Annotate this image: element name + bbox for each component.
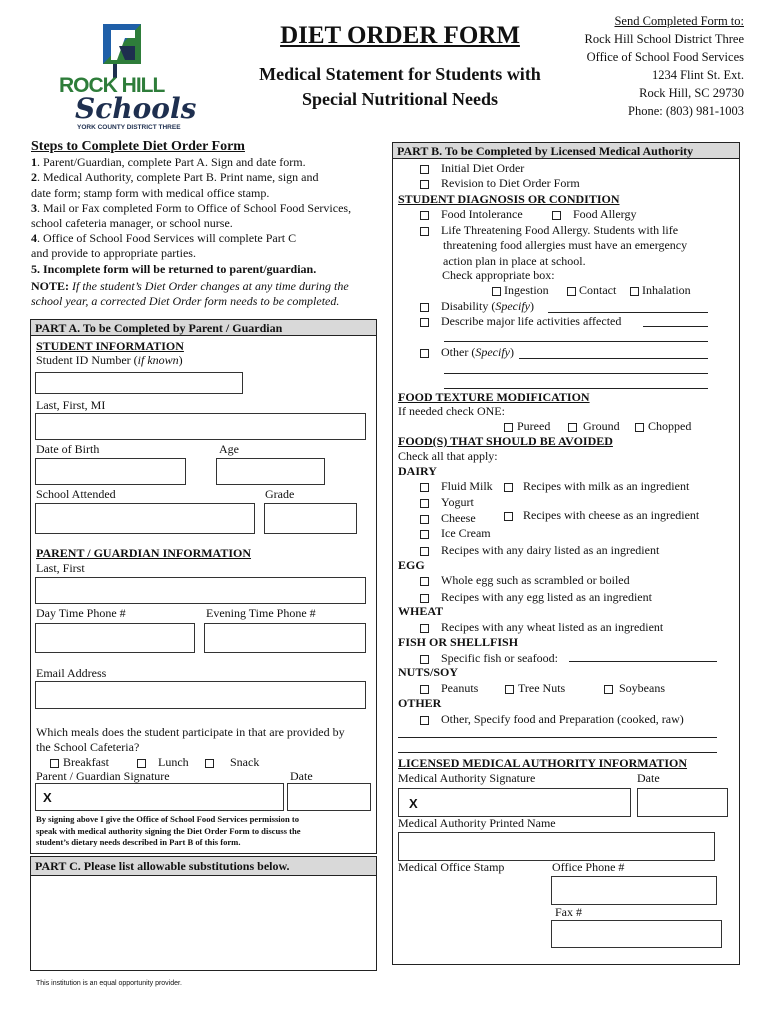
- meal-lunch[interactable]: Lunch: [137, 755, 189, 770]
- avoid-recipes-egg[interactable]: Recipes with any egg listed as an ingredient: [420, 590, 652, 605]
- office-stamp-area[interactable]: [398, 876, 543, 956]
- parent-date-label: Date: [290, 769, 313, 783]
- egg-heading: EGG: [398, 558, 425, 572]
- fax-label: Fax #: [555, 905, 582, 919]
- step-3: 3. Mail or Fax completed Form to Office of School Food Services,: [31, 200, 352, 215]
- texture-heading: FOOD TEXTURE MODIFICATION: [398, 390, 590, 404]
- parent-name-label: Last, First: [36, 561, 85, 575]
- ingestion-checkbox[interactable]: [492, 287, 501, 296]
- avoid-recipes-cheese[interactable]: Recipes with cheese as an ingredient: [504, 508, 699, 523]
- lma-printed-name-input[interactable]: [398, 832, 715, 861]
- email-input[interactable]: [35, 681, 366, 709]
- other-condition-line-2[interactable]: [444, 373, 708, 374]
- other-condition[interactable]: Other (Specify): [420, 345, 514, 360]
- ground-checkbox[interactable]: [568, 423, 577, 432]
- office-phone-label: Office Phone #: [552, 860, 625, 874]
- email-label: Email Address: [36, 666, 107, 680]
- step-2-cont: date form; stamp form with medical office stamp.: [31, 185, 270, 200]
- other-food-line-2[interactable]: [398, 752, 717, 753]
- meals-question: Which meals does the student participate in that are provided by the School Cafeteria?: [36, 725, 345, 754]
- form-subtitle-2: Special Nutritional Needs: [302, 89, 498, 109]
- office-phone-input[interactable]: [551, 876, 717, 905]
- cheese-checkbox[interactable]: [420, 515, 429, 524]
- district-logo: [55, 20, 197, 135]
- avoid-specific-fish[interactable]: Specific fish or seafood:: [420, 651, 558, 666]
- peanuts-checkbox[interactable]: [420, 685, 429, 694]
- contact-checkbox[interactable]: [567, 287, 576, 296]
- snack-checkbox[interactable]: [205, 759, 214, 768]
- texture-subheading: If needed check ONE:: [398, 404, 505, 418]
- allergy-checkbox[interactable]: [552, 211, 561, 220]
- avoid-recipes-milk[interactable]: Recipes with milk as an ingredient: [504, 479, 689, 494]
- activities-checkbox[interactable]: [420, 318, 429, 327]
- step-2: 2. Medical Authority, complete Part B. Print name, sign and: [31, 170, 319, 185]
- texture-ground[interactable]: Ground: [568, 419, 620, 434]
- student-id-input[interactable]: [35, 372, 243, 394]
- part-b-header: PART B. To be Completed by Licensed Medical Authority: [393, 143, 739, 159]
- revision-checkbox[interactable]: [420, 180, 429, 189]
- chopped-checkbox[interactable]: [635, 423, 644, 432]
- signature-x-mark: X: [43, 790, 52, 805]
- tree-nuts-checkbox[interactable]: [505, 685, 514, 694]
- exposure-inhalation[interactable]: Inhalation: [630, 283, 691, 298]
- student-info-heading: STUDENT INFORMATION: [36, 339, 184, 353]
- lma-heading: LICENSED MEDICAL AUTHORITY INFORMATION: [398, 756, 688, 770]
- avoid-cheese[interactable]: Cheese: [420, 511, 476, 526]
- fish-heading: FISH OR SHELLFISH: [398, 635, 519, 649]
- texture-chopped[interactable]: Chopped: [635, 419, 691, 434]
- check-appropriate-label: Check appropriate box:: [442, 268, 555, 282]
- activities-line-2[interactable]: [444, 341, 708, 342]
- student-name-input[interactable]: [35, 413, 366, 440]
- wheat-heading: WHEAT: [398, 604, 444, 618]
- exposure-contact[interactable]: Contact: [567, 283, 616, 298]
- form-title-block: [230, 22, 570, 110]
- step-3-cont: school cafeteria manager, or school nurse.: [31, 216, 233, 231]
- fax-input[interactable]: [551, 920, 722, 948]
- send-to-line: 1234 Flint St. Ext.: [651, 68, 744, 82]
- meal-snack[interactable]: Snack: [205, 755, 259, 770]
- other-food-heading: OTHER: [398, 696, 442, 710]
- revision-diet-order[interactable]: Revision to Diet Order Form: [420, 176, 580, 191]
- ice-cream-checkbox[interactable]: [420, 530, 429, 539]
- other-food-line-1[interactable]: [398, 737, 717, 738]
- avoid-recipes-wheat[interactable]: Recipes with any wheat listed as an ingredient: [420, 620, 663, 635]
- steps-note-cont: school year, a corrected Diet Order form needs to be completed.: [31, 294, 340, 309]
- texture-pureed[interactable]: Pureed: [504, 419, 550, 434]
- part-c-header: PART C. Please list allowable substitutions below.: [31, 857, 376, 876]
- avoid-ice-cream[interactable]: Ice Cream: [420, 526, 491, 541]
- avoid-soybeans[interactable]: Soybeans: [604, 681, 665, 696]
- disability-checkbox[interactable]: [420, 303, 429, 312]
- intolerance-checkbox[interactable]: [420, 211, 429, 220]
- initial-diet-order[interactable]: Initial Diet Order: [420, 161, 524, 176]
- specific-fish-line[interactable]: [569, 661, 717, 662]
- permission-statement: By signing above I give the Office of School Food Services permission to speak with medical authority signing the Diet Order Form to discuss the student’s dietary needs described in Part B of this form.: [36, 814, 301, 847]
- recipes-milk-checkbox[interactable]: [504, 483, 513, 492]
- avoid-whole-egg[interactable]: Whole egg such as scrambled or boiled: [420, 573, 630, 588]
- other-condition-line-3[interactable]: [444, 388, 708, 389]
- recipes-egg-checkbox[interactable]: [420, 594, 429, 603]
- send-to-address: [585, 12, 744, 120]
- parent-date-input[interactable]: [287, 783, 371, 811]
- avoid-heading: FOOD(S) THAT SHOULD BE AVOIDED: [398, 434, 613, 448]
- send-to-line: Rock Hill, SC 29730: [639, 86, 744, 100]
- food-allergy[interactable]: Food Allergy: [552, 207, 636, 222]
- dob-input[interactable]: [35, 458, 186, 485]
- logo-tagline: YORK COUNTY DISTRICT THREE: [77, 124, 181, 131]
- diagnosis-heading: STUDENT DIAGNOSIS OR CONDITION: [398, 192, 620, 206]
- life-threatening-allergy[interactable]: Life Threatening Food Allergy. Students with life threatening food allergies must have an emergency action plan in place at school.: [420, 223, 687, 269]
- logo-line1: ROCK HILL: [59, 74, 165, 97]
- school-input[interactable]: [35, 503, 255, 534]
- recipes-cheese-checkbox[interactable]: [504, 512, 513, 521]
- pureed-checkbox[interactable]: [504, 423, 513, 432]
- other-condition-line-1[interactable]: [519, 358, 708, 359]
- lma-signature-x-mark: X: [409, 796, 418, 811]
- soybeans-checkbox[interactable]: [604, 685, 613, 694]
- steps-section: [31, 139, 376, 309]
- food-intolerance[interactable]: Food Intolerance: [420, 207, 523, 222]
- lma-printed-name-label: Medical Authority Printed Name: [398, 816, 556, 830]
- dob-label: Date of Birth: [36, 442, 100, 456]
- other-food-checkbox[interactable]: [420, 716, 429, 725]
- yogurt-checkbox[interactable]: [420, 499, 429, 508]
- parent-signature-input[interactable]: [35, 783, 284, 811]
- day-phone-label: Day Time Phone #: [36, 606, 126, 620]
- send-to-heading: Send Completed Form to:: [614, 14, 744, 28]
- disability[interactable]: Disability (Specify): [420, 299, 534, 314]
- recipes-dairy-checkbox[interactable]: [420, 547, 429, 556]
- avoid-subheading: Check all that apply:: [398, 449, 498, 463]
- school-label: School Attended: [36, 487, 116, 501]
- send-to-line: Phone: (803) 981-1003: [628, 104, 744, 118]
- activities-line-1[interactable]: [643, 326, 708, 327]
- parent-signature-label: Parent / Guardian Signature: [36, 769, 170, 783]
- inhalation-checkbox[interactable]: [630, 287, 639, 296]
- step-1: 1. Parent/Guardian, complete Part A. Sign and date form.: [31, 155, 306, 170]
- meal-breakfast[interactable]: Breakfast: [50, 755, 109, 770]
- student-id-label: Student ID Number (if known): [36, 353, 183, 367]
- form-subtitle-1: Medical Statement for Students with: [259, 64, 541, 84]
- dairy-heading: DAIRY: [398, 464, 437, 478]
- lunch-checkbox[interactable]: [137, 759, 146, 768]
- lma-date-label: Date: [637, 771, 660, 785]
- nuts-heading: NUTS/SOY: [398, 665, 459, 679]
- student-name-label: Last, First, MI: [36, 398, 106, 412]
- disability-line[interactable]: [548, 312, 708, 313]
- age-label: Age: [219, 442, 239, 456]
- part-c-substitutions-area[interactable]: [31, 877, 376, 970]
- parent-info-heading: PARENT / GUARDIAN INFORMATION: [36, 546, 252, 560]
- grade-label: Grade: [265, 487, 295, 501]
- logo-line2: Schools: [75, 92, 197, 125]
- exposure-ingestion[interactable]: Ingestion: [492, 283, 549, 298]
- other-condition-checkbox[interactable]: [420, 349, 429, 358]
- fluid-milk-checkbox[interactable]: [420, 483, 429, 492]
- equal-opportunity-footer: This institution is an equal opportunity provider.: [36, 980, 182, 987]
- step-4-cont: and provide to appropriate parties.: [31, 246, 196, 261]
- lma-signature-label: Medical Authority Signature: [398, 771, 536, 785]
- send-to-line: Office of School Food Services: [586, 50, 744, 64]
- whole-egg-checkbox[interactable]: [420, 577, 429, 586]
- avoid-peanuts[interactable]: Peanuts: [420, 681, 478, 696]
- life-activities[interactable]: Describe major life activities affected: [420, 314, 621, 329]
- parent-name-input[interactable]: [35, 577, 366, 604]
- avoid-other-food[interactable]: Other, Specify food and Preparation (cooked, raw): [420, 712, 684, 727]
- evening-phone-input[interactable]: [204, 623, 366, 653]
- breakfast-checkbox[interactable]: [50, 759, 59, 768]
- form-title: DIET ORDER FORM: [280, 22, 520, 49]
- send-to-line: Rock Hill School District Three: [584, 32, 744, 46]
- avoid-yogurt[interactable]: Yogurt: [420, 495, 474, 510]
- day-phone-input[interactable]: [35, 623, 195, 653]
- evening-phone-label: Evening Time Phone #: [206, 606, 316, 620]
- lma-date-input[interactable]: [637, 788, 728, 817]
- logo-emblem-icon: [55, 20, 190, 82]
- step-5: 5. Incomplete form will be returned to parent/guardian.: [31, 261, 317, 276]
- initial-order-checkbox[interactable]: [420, 165, 429, 174]
- avoid-fluid-milk[interactable]: Fluid Milk: [420, 479, 493, 494]
- grade-input[interactable]: [264, 503, 357, 534]
- lma-signature-input[interactable]: [398, 788, 631, 817]
- life-threatening-checkbox[interactable]: [420, 227, 429, 236]
- office-stamp-label: Medical Office Stamp: [398, 860, 505, 874]
- part-a-header: PART A. To be Completed by Parent / Guardian: [31, 320, 376, 336]
- avoid-tree-nuts[interactable]: Tree Nuts: [505, 681, 565, 696]
- step-4: 4. Office of School Food Services will complete Part C: [31, 231, 297, 246]
- steps-note: NOTE: If the student’s Diet Order changes at any time during the: [31, 278, 349, 293]
- age-input[interactable]: [216, 458, 325, 485]
- avoid-recipes-dairy[interactable]: Recipes with any dairy listed as an ingredient: [420, 543, 659, 558]
- steps-title: Steps to Complete Diet Order Form: [31, 139, 245, 154]
- recipes-wheat-checkbox[interactable]: [420, 624, 429, 633]
- specific-fish-checkbox[interactable]: [420, 655, 429, 664]
